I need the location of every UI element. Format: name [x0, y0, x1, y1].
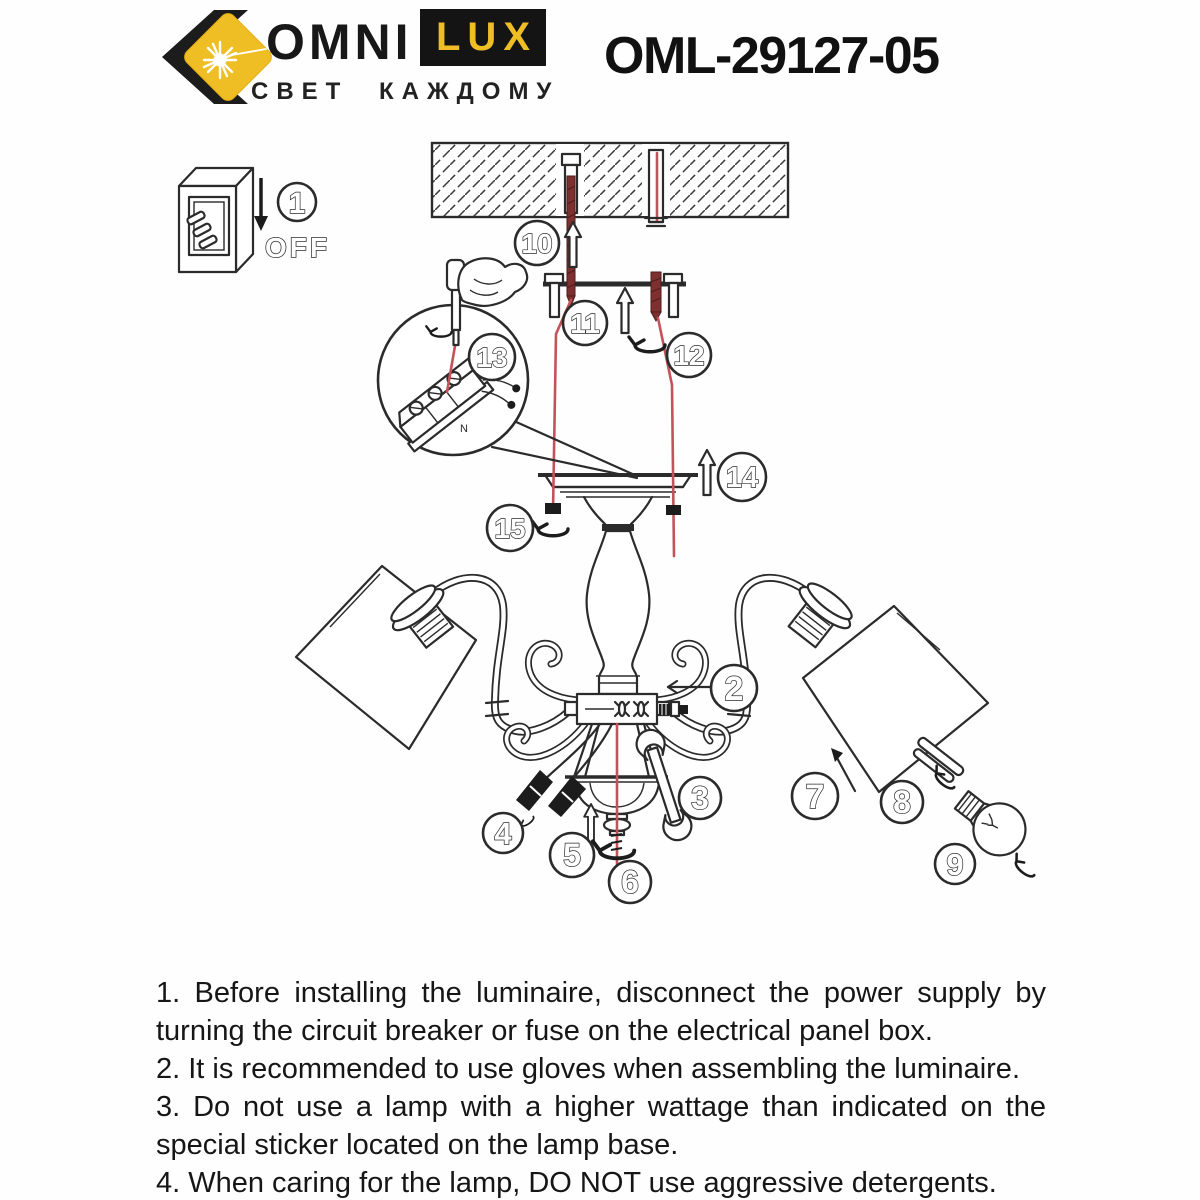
rotate-arrow-icon [629, 337, 665, 352]
stem-vase [587, 531, 650, 694]
terminal-n-label: N [460, 423, 468, 435]
circuit-breaker-icon [179, 168, 330, 272]
rotate-arrow-icon [532, 521, 568, 536]
callout-7 [792, 773, 838, 819]
callout-3 [679, 777, 721, 819]
svg-text:8: 8 [893, 784, 911, 820]
shade-left [296, 566, 476, 749]
instruction-item-2: 2. It is recommended to use gloves when assembling the luminaire. [156, 1053, 1020, 1085]
brand-lux: LUX [436, 15, 537, 59]
rotate-arrow-icon [1010, 854, 1038, 879]
shade-right [803, 606, 988, 792]
canopy-nut-left [545, 503, 561, 514]
canopy-nut-right [666, 505, 681, 515]
callout-10 [515, 221, 559, 265]
svg-text:12: 12 [673, 340, 705, 371]
callout-11 [563, 301, 607, 345]
instruction-item-1: 1. Before installing the luminaire, disconnect the power supply by turning the circuit breaker or fuse on the electrical panel box. [156, 977, 1046, 1047]
bracket-bolt-left [550, 283, 559, 317]
hand-icon [458, 258, 527, 306]
svg-text:14: 14 [725, 462, 759, 494]
callout-15 [487, 505, 533, 551]
scroll-arm-upper-right [657, 643, 706, 700]
lift-arrow-icon [699, 450, 715, 495]
bracket-bolt-head [664, 274, 682, 283]
svg-text:7: 7 [805, 778, 825, 816]
insert-arrow-icon [617, 288, 633, 333]
model-number: OML-29127-05 [604, 27, 939, 85]
anchor-plug-right [645, 150, 667, 321]
svg-text:1: 1 [288, 187, 306, 220]
svg-text:2: 2 [724, 670, 744, 708]
bracket-bolt-right [669, 283, 678, 317]
callout-9 [935, 844, 975, 884]
callout-14 [718, 453, 766, 501]
svg-text:15: 15 [494, 513, 526, 544]
svg-text:4: 4 [494, 816, 512, 851]
callout-2 [711, 665, 757, 711]
svg-text:10: 10 [521, 228, 553, 259]
callout-12 [667, 333, 711, 377]
callout-1 [278, 183, 316, 221]
svg-text:11: 11 [570, 308, 600, 339]
callout-5 [550, 833, 594, 877]
svg-text:9: 9 [946, 847, 964, 882]
callout-4 [483, 813, 523, 853]
brand-omni: OMNI [266, 14, 413, 70]
instruction-item-3: 3. Do not use a lamp with a higher wattage than indicated on the special sticker located on the lamp base. [156, 1091, 1046, 1161]
svg-text:5: 5 [563, 837, 581, 873]
callout-6 [609, 861, 651, 903]
anchor-screw-right [651, 272, 661, 312]
scroll-arm-upper-left [528, 643, 577, 700]
callout-13 [469, 334, 515, 380]
callout-8 [881, 781, 923, 823]
instruction-item-4: 4. When caring for the lamp, DO NOT use aggressive detergents. [156, 1167, 997, 1199]
off-arrow-icon [254, 178, 268, 231]
ceiling-hatch [432, 143, 788, 217]
svg-text:13: 13 [476, 342, 508, 373]
mounting-bracket [543, 274, 686, 317]
svg-text:3: 3 [691, 780, 709, 816]
instructions-text [156, 974, 1046, 1200]
off-label: OFF [265, 232, 330, 263]
hub-screw-icon [659, 702, 688, 716]
svg-text:6: 6 [621, 864, 639, 900]
brand-tagline: СВЕТ КАЖДОМУ [251, 78, 560, 105]
bracket-bolt-head [545, 274, 563, 283]
